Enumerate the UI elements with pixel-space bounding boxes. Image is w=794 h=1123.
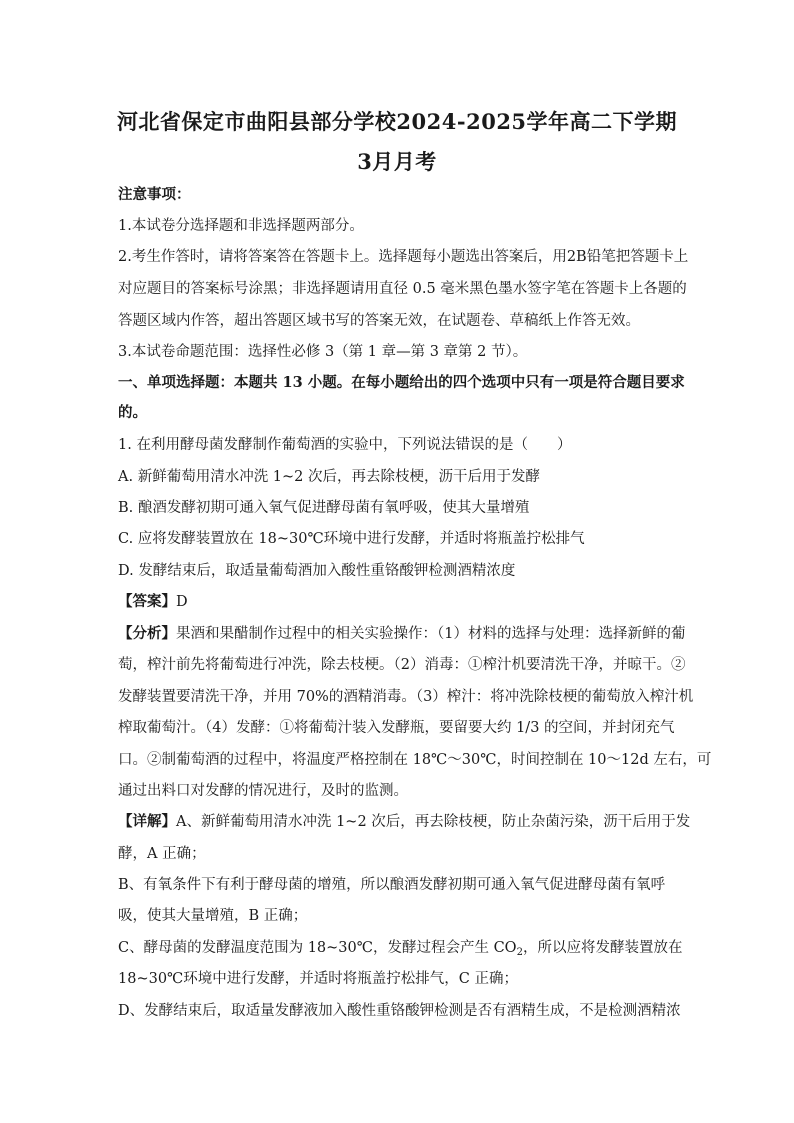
question-1-option-b: B. 酿酒发酵初期可通入氧气促进酵母菌有氧呼吸，使其大量增殖 xyxy=(118,500,530,516)
detail-text-1: A、新鲜葡萄用清水冲洗 1~2 次后，再去除枝梗，防止杂菌污染，沥干后用于发 xyxy=(176,814,691,830)
co2-subscript: 2 xyxy=(516,947,523,958)
question-1-stem: 1. 在利用酵母菌发酵制作葡萄酒的实验中，下列说法错误的是（ ） xyxy=(118,437,572,453)
analysis-text-1: 果酒和果醋制作过程中的相关实验操作：（1）材料的选择与处理：选择新鲜的葡 xyxy=(176,626,686,642)
detail-line-7: D、发酵结束后，取适量发酵液加入酸性重铬酸钾检测是否有酒精生成，不是检测酒精浓 xyxy=(118,1003,681,1019)
notice-item-1: 1.本试卷分选择题和非选择题两部分。 xyxy=(118,218,364,234)
notice-item-2-line-b: 对应题目的答案标号涂黑；非选择题请用直径 0.5 毫米黑色墨水签字笔在答题卡上各题的 xyxy=(118,281,687,297)
analysis-tag: 【分析】 xyxy=(118,625,176,642)
exam-title-line1: 河北省保定市曲阳县部分学校2024-2025学年高二下学期 xyxy=(116,109,678,134)
answer-tag: 【答案】 xyxy=(118,593,176,610)
analysis-line-4: 榨取葡萄汁。（4）发酵：①将葡萄汁装入发酵瓶，要留要大约 1/3 的空间，并封闭充气 xyxy=(118,720,675,736)
detail-line-2: 酵，A 正确； xyxy=(118,846,206,862)
answer-value: D xyxy=(176,594,188,610)
exam-title-line2: 3月月考 xyxy=(357,149,437,174)
detail-text-5b: ，所以应将发酵装置放在 xyxy=(522,940,683,956)
notice-item-2-line-c: 答题区域内作答，超出答题区域书写的答案无效，在试题卷、草稿纸上作答无效。 xyxy=(118,313,640,329)
notice-item-3: 3.本试卷命题范围：选择性必修 3（第 1 章—第 3 章第 2 节）。 xyxy=(118,344,528,360)
detail-line-3: B、有氧条件下有利于酵母菌的增殖，所以酿酒发酵初期可通入氧气促进酵母菌有氧呼 xyxy=(118,877,666,893)
question-1-option-d: D. 发酵结束后，取适量葡萄酒加入酸性重铬酸钾检测酒精浓度 xyxy=(118,563,516,579)
analysis-line-1 xyxy=(118,624,686,644)
detail-text-5a: C、酵母菌的发酵温度范围为 18~30℃，发酵过程会产生 CO xyxy=(118,940,517,956)
analysis-line-3: 发酵装置要清洗干净，并用 70%的酒精消毒。（3）榨汁：将冲洗除枝梗的葡萄放入榨汁机 xyxy=(118,689,694,705)
detail-line-5 xyxy=(118,938,683,963)
question-1-option-c: C. 应将发酵装置放在 18~30℃环境中进行发酵，并适时将瓶盖拧松排气 xyxy=(118,531,585,547)
question-1-option-a: A. 新鲜葡萄用清水冲洗 1~2 次后，再去除枝梗，沥干后用于发酵 xyxy=(118,469,541,485)
detail-line-4: 吸，使其大量增殖，B 正确； xyxy=(118,908,308,924)
analysis-line-6: 通过出料口对发酵的情况进行，及时的监测。 xyxy=(118,783,408,799)
section-heading-line-b: 的。 xyxy=(118,404,147,421)
notice-item-2-line-a: 2.考生作答时，请将答案答在答题卡上。选择题每小题选出答案后，用2B铅笔把答题卡上 xyxy=(118,249,689,265)
detail-line-1 xyxy=(118,812,691,832)
detail-tag: 【详解】 xyxy=(118,813,176,830)
analysis-line-2: 萄，榨汁前先将葡萄进行冲洗，除去枝梗。（2）消毒：①榨汁机要清洗干净，并晾干。② xyxy=(118,657,686,673)
section-heading-line-a: 一、单项选择题：本题共 13 小题。在每小题给出的四个选项中只有一项是符合题目要求 xyxy=(118,374,685,391)
answer-line xyxy=(118,592,676,612)
notice-heading: 注意事项： xyxy=(118,186,191,203)
analysis-line-5: 口。②制葡萄酒的过程中，将温度严格控制在 18℃～30℃，时间控制在 10～12d 左右，可 xyxy=(118,752,712,768)
detail-line-6: 18~30℃环境中进行发酵，并适时将瓶盖拧松排气，C 正确； xyxy=(118,971,518,987)
